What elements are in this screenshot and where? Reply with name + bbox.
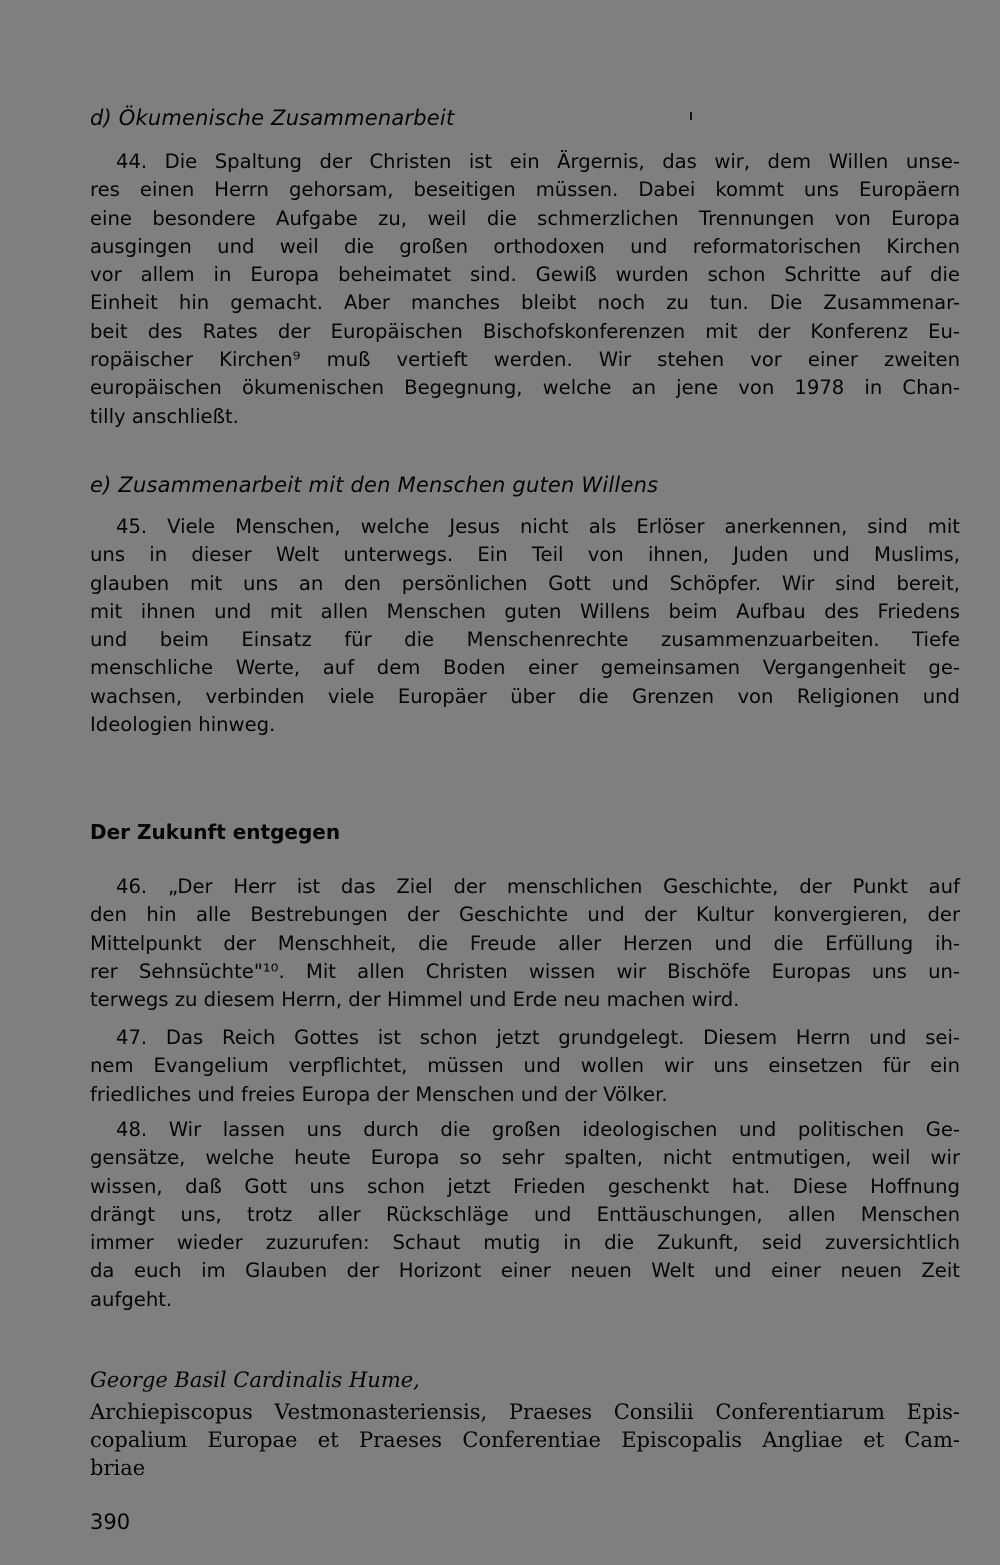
paragraph-line: glauben mit uns an den persönlichen Gott und Schöpfer. Wir sind bereit, [90, 571, 960, 595]
signature-title [90, 1398, 960, 1482]
paragraph-line: ropäischer Kirchen⁹ muß vertieft werden. Wir stehen vor einer zweiten [90, 348, 960, 372]
paragraph-line: 47. Das Reich Gottes ist schon jetzt grundgelegt. Diesem Herrn und sei- [116, 1026, 960, 1049]
paragraph-line: gensätze, welche heute Europa so sehr spalten, nicht entmutigen, weil wir [90, 1146, 960, 1170]
paragraph-line: 44. Die Spaltung der Christen ist ein Ärgernis, das wir, dem Willen unse- [116, 150, 960, 173]
paragraph-line: uns in dieser Welt unterwegs. Ein Teil von ihnen, Juden und Muslims, [90, 543, 960, 567]
paragraph-44 [90, 148, 960, 431]
paragraph-line: wissen, daß Gott uns schon jetzt Frieden geschenkt hat. Diese Hoffnung [90, 1174, 960, 1198]
paragraph-line: drängt uns, trotz aller Rückschläge und Enttäuschungen, allen Menschen [90, 1202, 960, 1226]
paragraph-line: aufgeht. [90, 1287, 173, 1311]
section-e-heading: e) Zusammenarbeit mit den Menschen guten Willens [90, 473, 659, 497]
paragraph-line: wachsen, verbinden viele Europäer über die Grenzen von Religionen und [90, 684, 960, 708]
signature-title-line: copalium Europae et Praeses Conferentiae Episcopalis Angliae et Cam- [90, 1428, 960, 1452]
paragraph-line: europäischen ökumenischen Begegnung, welche an jene von 1978 in Chan- [90, 376, 960, 400]
signature-name: George Basil Cardinalis Hume, [90, 1368, 420, 1392]
paragraph-line: 48. Wir lassen uns durch die großen ideologischen und politischen Ge- [116, 1118, 960, 1141]
paragraph-line: Einheit hin gemacht. Aber manches bleibt noch zu tun. Die Zusammenar- [90, 291, 960, 315]
paragraph-line: mit ihnen und mit allen Menschen guten Willens beim Aufbau des Friedens [90, 599, 960, 623]
paragraph-line: eine besondere Aufgabe zu, weil die schmerzlichen Trennungen von Europa [90, 206, 960, 230]
paragraph-line: Mittelpunkt der Menschheit, die Freude aller Herzen und die Erfüllung ih- [90, 931, 960, 955]
section-d-heading: d) Ökumenische Zusammenarbeit [90, 106, 455, 130]
paragraph-47 [90, 1024, 960, 1109]
paragraph-line: rer Sehnsüchte"¹⁰. Mit allen Christen wissen wir Bischöfe Europas uns un- [90, 959, 960, 983]
paragraph-45 [90, 513, 960, 739]
paragraph-line: tilly anschließt. [90, 404, 239, 428]
scan-mark [690, 112, 692, 120]
paragraph-line: friedliches und freies Europa der Menschen und der Völker. [90, 1082, 668, 1106]
page-number: 390 [90, 1510, 131, 1534]
paragraph-line: terwegs zu diesem Herrn, der Himmel und Erde neu machen wird. [90, 988, 740, 1012]
paragraph-line: beit des Rates der Europäischen Bischofskonferenzen mit der Konferenz Eu- [90, 319, 960, 343]
paragraph-line: ausgingen und weil die großen orthodoxen und reformatorischen Kirchen [90, 234, 960, 258]
signature-title-line: briae [90, 1456, 146, 1480]
paragraph-line: res einen Herrn gehorsam, beseitigen müssen. Dabei kommt uns Europäern [90, 178, 960, 202]
paragraph-line: und beim Einsatz für die Menschenrechte zusammenzuarbeiten. Tiefe [90, 628, 960, 652]
paragraph-line: 46. „Der Herr ist das Ziel der menschlichen Geschichte, der Punkt auf [116, 875, 960, 898]
paragraph-48 [90, 1116, 960, 1314]
paragraph-line: menschliche Werte, auf dem Boden einer gemeinsamen Vergangenheit ge- [90, 656, 960, 680]
paragraph-line: da euch im Glauben der Horizont einer neuen Welt und einer neuen Zeit [90, 1259, 960, 1283]
paragraph-line: den hin alle Bestrebungen der Geschichte und der Kultur konvergieren, der [90, 903, 960, 927]
paragraph-line: 45. Viele Menschen, welche Jesus nicht als Erlöser anerkennen, sind mit [116, 515, 960, 538]
paragraph-line: Ideologien hinweg. [90, 713, 276, 737]
paragraph-line: nem Evangelium verpflichtet, müssen und wollen wir uns einsetzen für ein [90, 1054, 960, 1078]
paragraph-line: immer wieder zuzurufen: Schaut mutig in die Zukunft, seid zuversichtlich [90, 1231, 960, 1255]
paragraph-46 [90, 873, 960, 1014]
section-future-heading: Der Zukunft entgegen [90, 820, 341, 844]
paragraph-line: vor allem in Europa beheimatet sind. Gewiß wurden schon Schritte auf die [90, 263, 960, 287]
signature-title-line: Archiepiscopus Vestmonasteriensis, Praeses Consilii Conferentiarum Epis- [90, 1400, 960, 1424]
